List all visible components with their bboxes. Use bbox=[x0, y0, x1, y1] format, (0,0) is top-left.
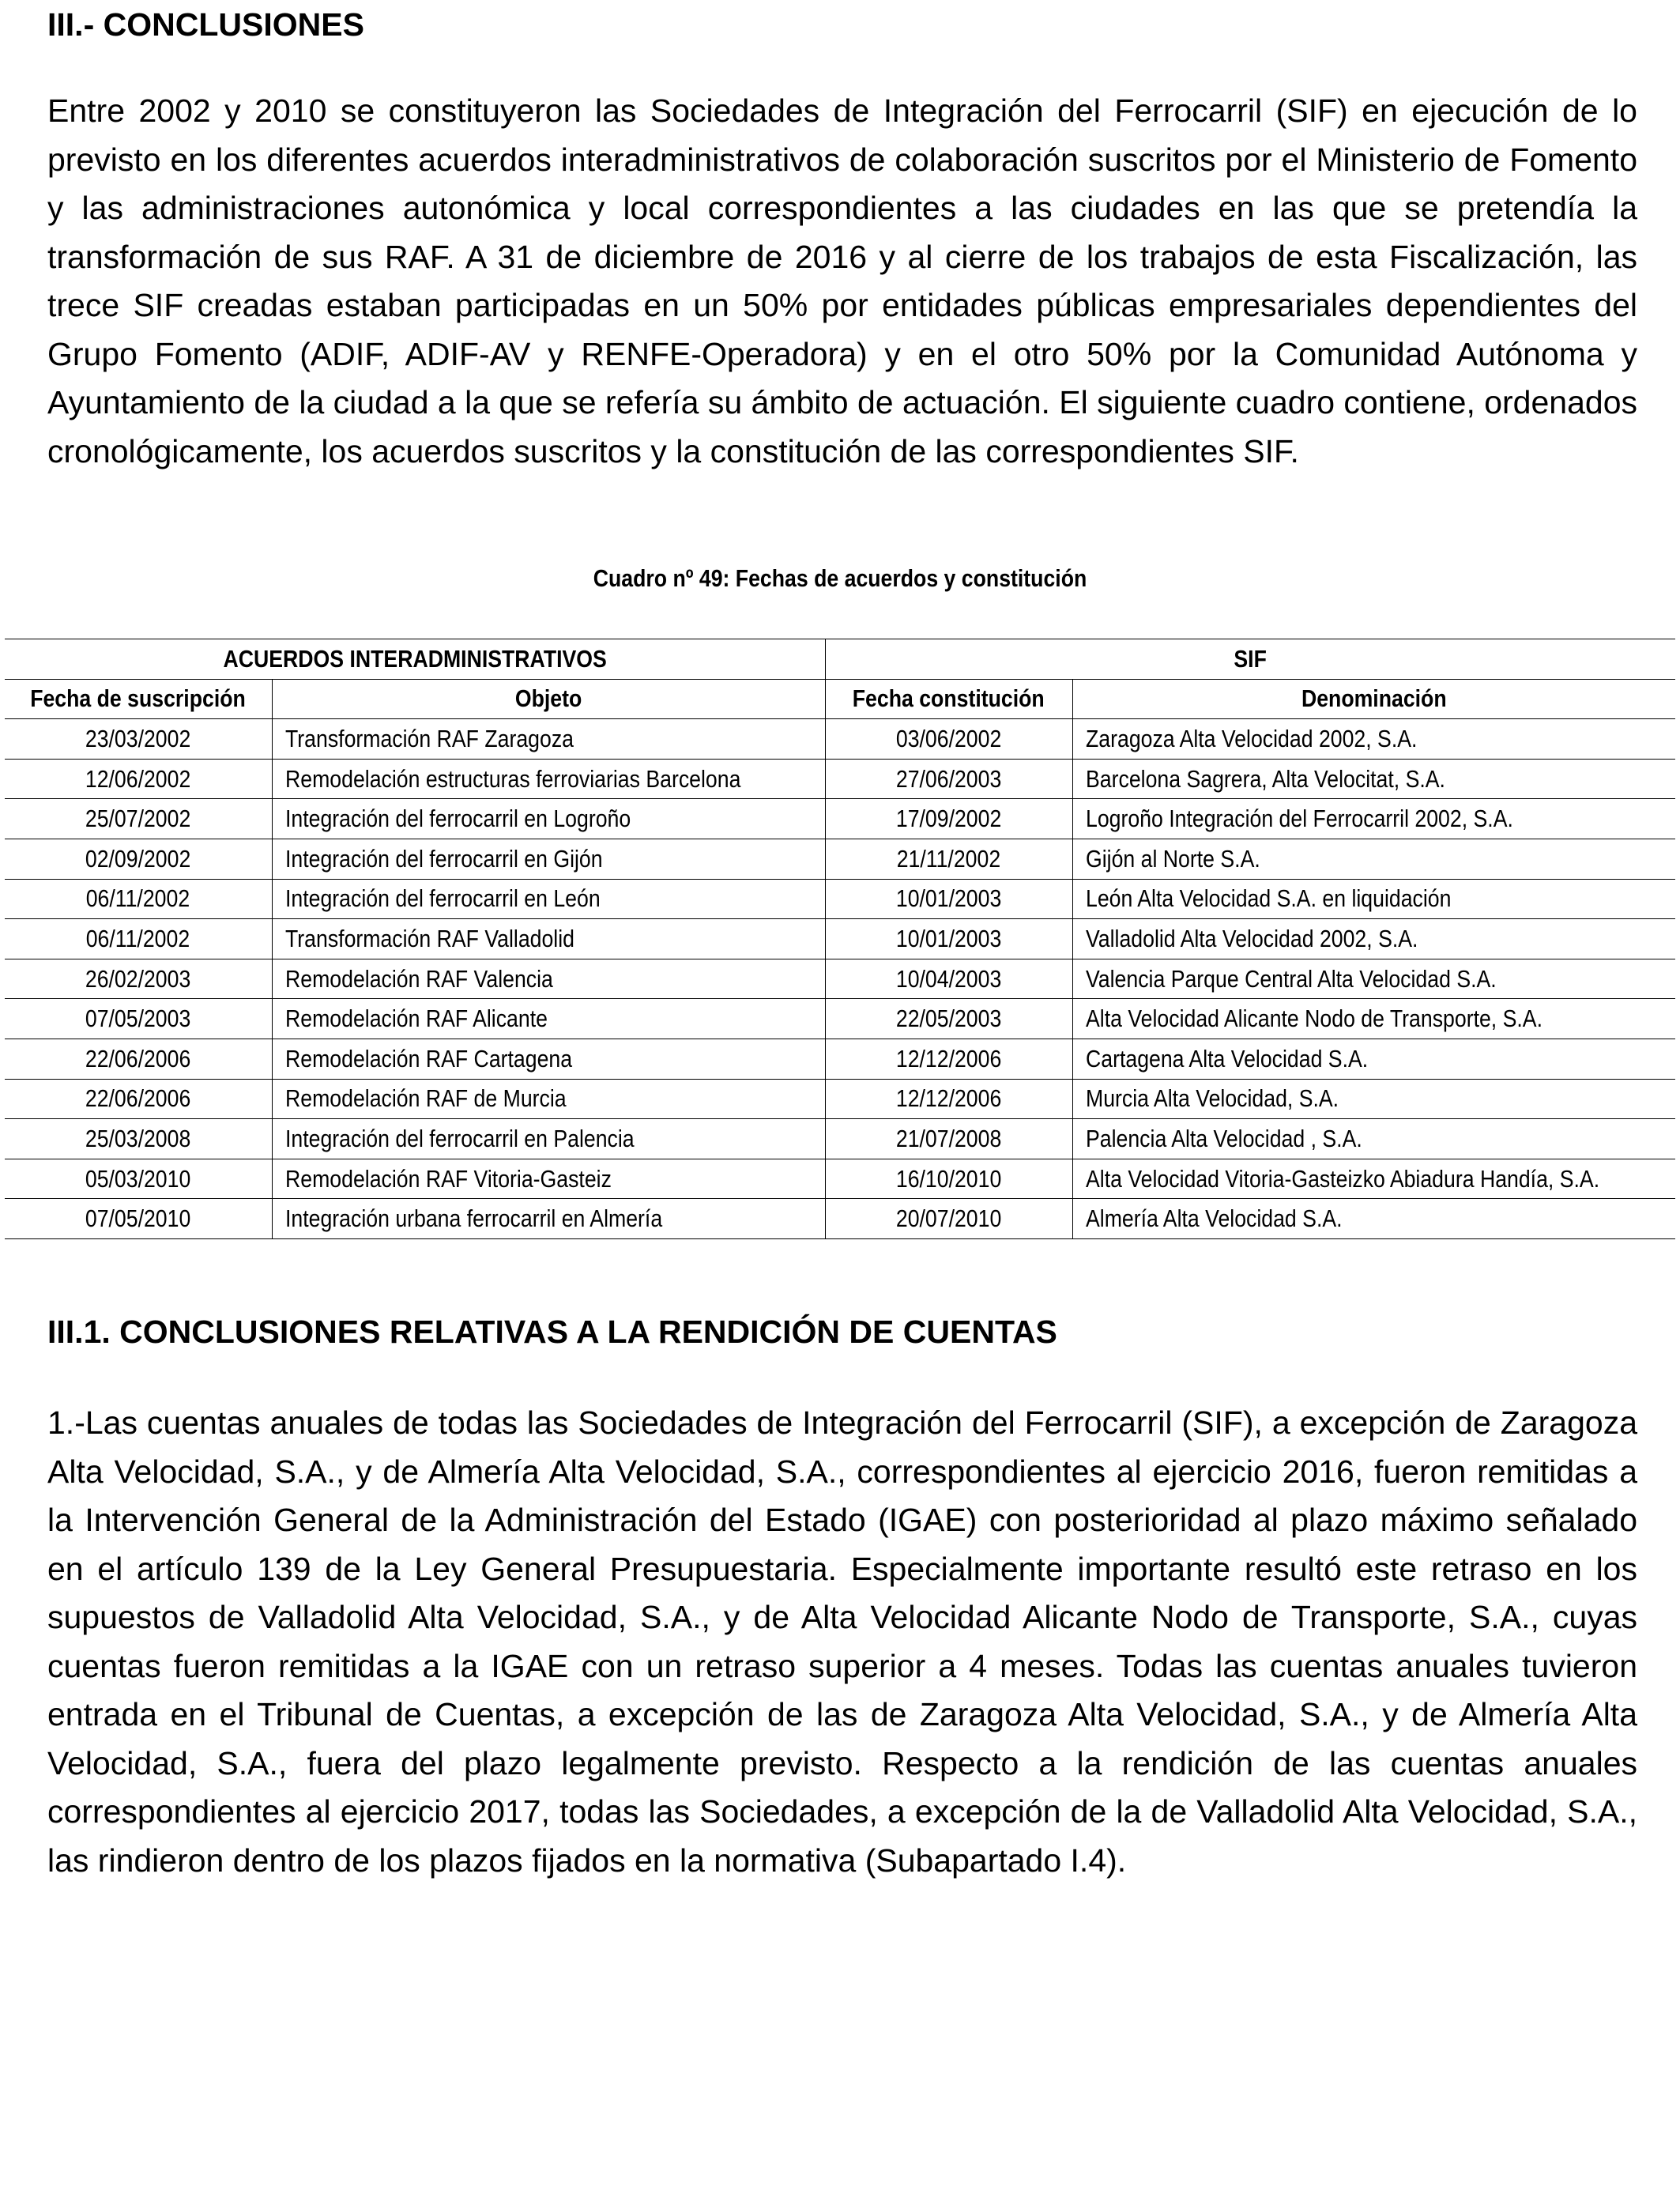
object-cell: Remodelación RAF Valencia bbox=[272, 959, 825, 999]
incorporation-date-cell: 21/07/2008 bbox=[825, 1119, 1072, 1159]
incorporation-date-cell: 12/12/2006 bbox=[825, 1039, 1072, 1079]
table-row bbox=[5, 719, 1675, 760]
incorporation-date-cell: 03/06/2002 bbox=[825, 719, 1072, 760]
table-row bbox=[5, 1199, 1675, 1239]
object-cell: Integración del ferrocarril en Palencia bbox=[272, 1119, 825, 1159]
conclusion-paragraph: 1.-Las cuentas anuales de todas las Sociedades de Integración del Ferrocarril (SIF), a excepción de Zaragoza Alta Velocidad, S.A., y de Almería Alta Velocidad, S.A., correspondientes al ejercicio 2016, fueron remitidas a la Intervención General de la Administración del Estado (IGAE) con posterioridad al plazo máximo señalado en el artículo 139 de la Ley General Presupuestaria. Especialmente importante resultó este retraso en los supuestos de Valladolid Alta Velocidad, S.A., y de Alta Velocidad Alicante Nodo de Transporte, S.A., cuyas cuentas fueron remitidas a la IGAE con un retraso superior a 4 meses. Todas las cuentas anuales tuvieron entrada en el Tribunal de Cuentas, a excepción de las de Zaragoza Alta Velocidad, S.A., y de Almería Alta Velocidad, S.A., fuera del plazo legalmente previsto. Respecto a la rendición de las cuentas anuales correspondientes al ejercicio 2017, todas las Sociedades, a excepción de la de Valladolid Alta Velocidad, S.A., las rindieron dentro de los plazos fijados en la normativa (Subapartado I.4). bbox=[47, 1404, 1637, 1879]
company-name-cell: Palencia Alta Velocidad , S.A. bbox=[1072, 1119, 1675, 1159]
company-name-cell: Zaragoza Alta Velocidad 2002, S.A. bbox=[1072, 719, 1675, 760]
company-name-cell: León Alta Velocidad S.A. en liquidación bbox=[1072, 879, 1675, 919]
signing-date-cell: 25/07/2002 bbox=[5, 799, 272, 839]
company-name-cell: Logroño Integración del Ferrocarril 2002, S.A. bbox=[1072, 799, 1675, 839]
table-row bbox=[5, 999, 1675, 1039]
table-row bbox=[5, 1119, 1675, 1159]
table-row bbox=[5, 1039, 1675, 1079]
column-header-object: Objeto bbox=[272, 679, 825, 719]
incorporation-date-cell: 17/09/2002 bbox=[825, 799, 1072, 839]
company-name-cell: Alta Velocidad Alicante Nodo de Transporte, S.A. bbox=[1072, 999, 1675, 1039]
subsection-heading: III.1. CONCLUSIONES RELATIVAS A LA RENDICIÓN DE CUENTAS bbox=[47, 1314, 1057, 1350]
table-row bbox=[5, 759, 1675, 799]
agreements-table bbox=[5, 639, 1675, 1239]
signing-date-cell: 02/09/2002 bbox=[5, 839, 272, 879]
section-heading: III.- CONCLUSIONES bbox=[47, 6, 364, 43]
group-header-sif: SIF bbox=[825, 639, 1675, 680]
signing-date-cell: 22/06/2006 bbox=[5, 1039, 272, 1079]
incorporation-date-cell: 20/07/2010 bbox=[825, 1199, 1072, 1239]
signing-date-cell: 06/11/2002 bbox=[5, 919, 272, 959]
table-row bbox=[5, 839, 1675, 879]
object-cell: Remodelación RAF Alicante bbox=[272, 999, 825, 1039]
table-group-header-row bbox=[5, 639, 1675, 680]
signing-date-cell: 22/06/2006 bbox=[5, 1079, 272, 1119]
object-cell: Remodelación RAF Vitoria-Gasteiz bbox=[272, 1159, 825, 1199]
column-header-incorporation-date: Fecha constitución bbox=[825, 679, 1072, 719]
incorporation-date-cell: 21/11/2002 bbox=[825, 839, 1072, 879]
company-name-cell: Alta Velocidad Vitoria-Gasteizko Abiadura Handía, S.A. bbox=[1072, 1159, 1675, 1199]
table-row bbox=[5, 799, 1675, 839]
company-name-cell: Gijón al Norte S.A. bbox=[1072, 839, 1675, 879]
company-name-cell: Murcia Alta Velocidad, S.A. bbox=[1072, 1079, 1675, 1119]
table-caption: Cuadro nº 49: Fechas de acuerdos y constitución bbox=[593, 564, 1087, 592]
object-cell: Remodelación RAF de Murcia bbox=[272, 1079, 825, 1119]
group-header-agreements: ACUERDOS INTERADMINISTRATIVOS bbox=[5, 639, 825, 680]
company-name-cell: Barcelona Sagrera, Alta Velocitat, S.A. bbox=[1072, 759, 1675, 799]
company-name-cell: Cartagena Alta Velocidad S.A. bbox=[1072, 1039, 1675, 1079]
intro-paragraph: Entre 2002 y 2010 se constituyeron las Sociedades de Integración del Ferrocarril (SIF) en ejecución de lo previsto en los diferentes acuerdos interadministrativos de colaboración suscritos por el Ministerio de Fomento y las administraciones autonómica y local correspondientes a las ciudades en las que se pretendía la transformación de sus RAF. A 31 de diciembre de 2016 y al cierre de los trabajos de esta Fiscalización, las trece SIF creadas estaban participadas en un 50% por entidades públicas empresariales dependientes del Grupo Fomento (ADIF, ADIF-AV y RENFE-Operadora) y en el otro 50% por la Comunidad Autónoma y Ayuntamiento de la ciudad a la que se refería su ámbito de actuación. El siguiente cuadro contiene, ordenados cronológicamente, los acuerdos suscritos y la constitución de las correspondientes SIF. bbox=[47, 92, 1637, 469]
signing-date-cell: 06/11/2002 bbox=[5, 879, 272, 919]
signing-date-cell: 05/03/2010 bbox=[5, 1159, 272, 1199]
column-header-company-name: Denominación bbox=[1072, 679, 1675, 719]
table-row bbox=[5, 919, 1675, 959]
table-column-header-row bbox=[5, 679, 1675, 719]
table-row bbox=[5, 1159, 1675, 1199]
object-cell: Transformación RAF Zaragoza bbox=[272, 719, 825, 760]
incorporation-date-cell: 22/05/2003 bbox=[825, 999, 1072, 1039]
object-cell: Remodelación estructuras ferroviarias Barcelona bbox=[272, 759, 825, 799]
signing-date-cell: 07/05/2003 bbox=[5, 999, 272, 1039]
signing-date-cell: 25/03/2008 bbox=[5, 1119, 272, 1159]
column-header-signing-date: Fecha de suscripción bbox=[5, 679, 272, 719]
company-name-cell: Valencia Parque Central Alta Velocidad S.A. bbox=[1072, 959, 1675, 999]
incorporation-date-cell: 16/10/2010 bbox=[825, 1159, 1072, 1199]
object-cell: Remodelación RAF Cartagena bbox=[272, 1039, 825, 1079]
incorporation-date-cell: 10/01/2003 bbox=[825, 879, 1072, 919]
incorporation-date-cell: 10/04/2003 bbox=[825, 959, 1072, 999]
object-cell: Integración urbana ferrocarril en Almería bbox=[272, 1199, 825, 1239]
object-cell: Integración del ferrocarril en Gijón bbox=[272, 839, 825, 879]
incorporation-date-cell: 12/12/2006 bbox=[825, 1079, 1072, 1119]
signing-date-cell: 23/03/2002 bbox=[5, 719, 272, 760]
table-row bbox=[5, 879, 1675, 919]
incorporation-date-cell: 27/06/2003 bbox=[825, 759, 1072, 799]
table-row bbox=[5, 1079, 1675, 1119]
signing-date-cell: 12/06/2002 bbox=[5, 759, 272, 799]
signing-date-cell: 07/05/2010 bbox=[5, 1199, 272, 1239]
company-name-cell: Almería Alta Velocidad S.A. bbox=[1072, 1199, 1675, 1239]
object-cell: Transformación RAF Valladolid bbox=[272, 919, 825, 959]
object-cell: Integración del ferrocarril en Logroño bbox=[272, 799, 825, 839]
incorporation-date-cell: 10/01/2003 bbox=[825, 919, 1072, 959]
table-body bbox=[5, 719, 1675, 1239]
table-row bbox=[5, 959, 1675, 999]
object-cell: Integración del ferrocarril en León bbox=[272, 879, 825, 919]
company-name-cell: Valladolid Alta Velocidad 2002, S.A. bbox=[1072, 919, 1675, 959]
signing-date-cell: 26/02/2003 bbox=[5, 959, 272, 999]
